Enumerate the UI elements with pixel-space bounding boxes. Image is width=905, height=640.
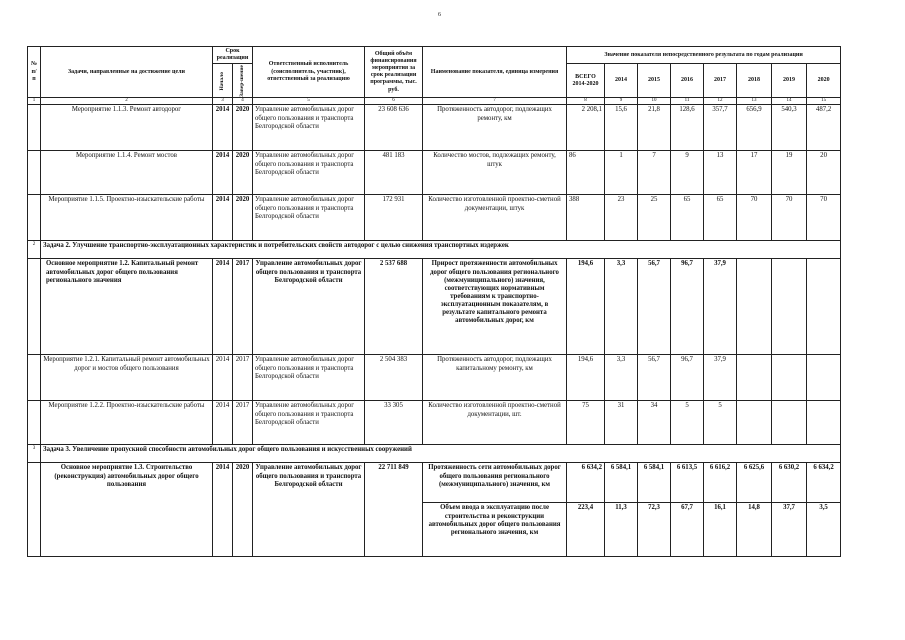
- value-year: 25: [638, 195, 671, 241]
- value-year: 6 613,5: [671, 463, 704, 503]
- header-responsible: Ответственный исполнитель (соисполнитель, участник), ответственный за реализацию: [253, 47, 365, 98]
- value-year: 21,8: [638, 105, 671, 151]
- value-year: 67,7: [671, 503, 704, 557]
- value-year: 70: [737, 195, 772, 241]
- value-total: 388: [567, 195, 605, 241]
- end-year: 2017: [233, 401, 253, 445]
- value-year: 5: [704, 401, 737, 445]
- value-year: 487,2: [807, 105, 841, 151]
- section-title: Задача 3. Увеличение пропускной способности автомобильных дорог общего пользования и искусственных сооружений: [41, 445, 841, 463]
- table-row: [28, 105, 841, 151]
- value-year: 13: [704, 151, 737, 195]
- header-year: 2018: [737, 64, 772, 98]
- indicator: Протяженность автодорог, подлежащих ремонту, км: [423, 105, 567, 151]
- header-row-1: [28, 47, 841, 64]
- value-year: 65: [704, 195, 737, 241]
- value-year: 70: [772, 195, 807, 241]
- value-year: 70: [807, 195, 841, 241]
- value-total: 223,4: [567, 503, 605, 557]
- value-total: 6 634,2: [567, 463, 605, 503]
- column-index: 2: [41, 98, 213, 105]
- column-index: 11: [671, 98, 704, 105]
- start-year: 2014: [213, 355, 233, 401]
- end-year: 2020: [233, 463, 253, 557]
- value-year: [807, 259, 841, 355]
- value-year: 540,3: [772, 105, 807, 151]
- value-year: 65: [671, 195, 704, 241]
- start-year: 2014: [213, 401, 233, 445]
- column-index: 5: [253, 98, 365, 105]
- column-index: 12: [704, 98, 737, 105]
- value-year: 3,3: [605, 355, 638, 401]
- value-year: 14,8: [737, 503, 772, 557]
- value-year: 6 630,2: [772, 463, 807, 503]
- indicator: Протяженность сети автомобильных дорог общего пользования регионального (межмуниципального) значения, км: [423, 463, 567, 503]
- column-index: 1: [28, 98, 41, 105]
- start-year: 2014: [213, 195, 233, 241]
- responsible: Управление автомобильных дорог общего пользования и транспорта Белгородской области: [253, 355, 365, 401]
- value-year: 37,7: [772, 503, 807, 557]
- table-row: [28, 151, 841, 195]
- value-year: 128,6: [671, 105, 704, 151]
- column-index: 15: [807, 98, 841, 105]
- indicator: Количество изготовленной проектно-сметной документации, шт.: [423, 401, 567, 445]
- value-total: 75: [567, 401, 605, 445]
- table-row: [28, 401, 841, 445]
- section-number: 3: [28, 445, 41, 463]
- financing: 2 504 383: [365, 355, 423, 401]
- value-year: 656,9: [737, 105, 772, 151]
- header-year: 2019: [772, 64, 807, 98]
- value-year: 37,9: [704, 355, 737, 401]
- header-financing: Общий объём финансирования мероприятия за срок реализации программы, тыс. руб.: [365, 47, 423, 98]
- value-total: 194,6: [567, 355, 605, 401]
- header-number: № п/п: [28, 47, 41, 98]
- value-year: 34: [638, 401, 671, 445]
- value-year: [737, 401, 772, 445]
- column-index: 13: [737, 98, 772, 105]
- value-year: 31: [605, 401, 638, 445]
- header-total: ВСЕГО 2014-2020: [567, 64, 605, 98]
- start-year: 2014: [213, 259, 233, 355]
- column-index: 4: [233, 98, 253, 105]
- header-term: Срок реализации: [213, 47, 253, 64]
- indicator: Количество изготовленной проектно-сметной документации, штук: [423, 195, 567, 241]
- header-values: Значение показателя непосредственного результата по годам реализации: [567, 47, 841, 64]
- section-title: Задача 2. Улучшение транспортно-эксплуатационных характеристик и потребительских свойств автодорог с целью снижения транспортных издержек: [41, 241, 841, 259]
- column-index: 3: [213, 98, 233, 105]
- value-year: 1: [605, 151, 638, 195]
- value-year: [737, 259, 772, 355]
- responsible: Управление автомобильных дорог общего пользования и транспорта Белгородской области: [253, 151, 365, 195]
- value-year: [772, 401, 807, 445]
- financing: 481 183: [365, 151, 423, 195]
- value-year: 6 616,2: [704, 463, 737, 503]
- value-year: 19: [772, 151, 807, 195]
- activity-name: Мероприятие 1.2.1. Капитальный ремонт автомобильных дорог и мостов общего пользования: [41, 355, 213, 401]
- indicator: Объем ввода в эксплуатацию после строительства и реконструкции автомобильных дорог общего пользования регионального значения, км: [423, 503, 567, 557]
- column-index: 6: [365, 98, 423, 105]
- responsible: Управление автомобильных дорог общего пользования и транспорта Белгородской области: [253, 463, 365, 557]
- section-row: [28, 445, 841, 463]
- value-year: 3,5: [807, 503, 841, 557]
- header-end: Завер-шение: [239, 64, 246, 97]
- value-year: 7: [638, 151, 671, 195]
- value-year: 6 584,1: [605, 463, 638, 503]
- section-row: [28, 241, 841, 259]
- section-number: 2: [28, 241, 41, 259]
- header-year: 2017: [704, 64, 737, 98]
- value-year: [772, 259, 807, 355]
- activity-name: Основное мероприятие 1.3. Строительство (реконструкция) автомобильных дорог общего пользования: [41, 463, 213, 557]
- value-year: 56,7: [638, 355, 671, 401]
- value-total: 2 208,1: [567, 105, 605, 151]
- header-year: 2016: [671, 64, 704, 98]
- column-index: 8: [567, 98, 605, 105]
- start-year: 2014: [213, 463, 233, 557]
- responsible: Управление автомобильных дорог общего пользования и транспорта Белгородской области: [253, 105, 365, 151]
- value-year: 17: [737, 151, 772, 195]
- value-year: [807, 401, 841, 445]
- value-year: 96,7: [671, 259, 704, 355]
- financing: 22 711 849: [365, 463, 423, 557]
- value-year: 23: [605, 195, 638, 241]
- responsible: Управление автомобильных дорог общего пользования и транспорта Белгородской области: [253, 401, 365, 445]
- end-year: 2020: [233, 105, 253, 151]
- responsible: Управление автомобильных дорог общего пользования и транспорта Белгородской области: [253, 195, 365, 241]
- activity-name: Основное мероприятие 1.2. Капитальный ремонт автомобильных дорог общего пользования регионального значения: [41, 259, 213, 355]
- value-year: 37,9: [704, 259, 737, 355]
- responsible: Управление автомобильных дорог общего пользования и транспорта Белгородской области: [253, 259, 365, 355]
- table-row: [28, 355, 841, 401]
- start-year: 2014: [213, 105, 233, 151]
- indicator: Протяженность автодорог, подлежащих капитальному ремонту, км: [423, 355, 567, 401]
- financing: 23 608 636: [365, 105, 423, 151]
- value-year: 56,7: [638, 259, 671, 355]
- value-year: 357,7: [704, 105, 737, 151]
- header-start: Начало: [219, 71, 226, 91]
- value-total: 86: [567, 151, 605, 195]
- header-year: 2015: [638, 64, 671, 98]
- column-index: 7: [423, 98, 567, 105]
- financing: 33 305: [365, 401, 423, 445]
- header-indicator: Наименование показателя, единица измерения: [423, 47, 567, 98]
- end-year: 2017: [233, 355, 253, 401]
- column-index: 9: [605, 98, 638, 105]
- header-tasks: Задачи, направленные на достижение цели: [41, 47, 213, 98]
- table-row: [28, 259, 841, 355]
- value-year: 6 625,6: [737, 463, 772, 503]
- value-year: 20: [807, 151, 841, 195]
- value-total: 194,6: [567, 259, 605, 355]
- header-year: 2014: [605, 64, 638, 98]
- column-index-row: [28, 98, 841, 105]
- end-year: 2020: [233, 195, 253, 241]
- activity-name: Мероприятие 1.2.2. Проектно-изыскательские работы: [41, 401, 213, 445]
- activity-name: Мероприятие 1.1.5. Проектно-изыскательские работы: [41, 195, 213, 241]
- activity-name: Мероприятие 1.1.4. Ремонт мостов: [41, 151, 213, 195]
- value-year: 9: [671, 151, 704, 195]
- indicator: Прирост протяженности автомобильных дорог общего пользования регионального (межмуниципального) значения, соответствующих нормативным требованиям к транспортно-эксплуатационным показателям, в результате капитального ремонта автомобильных дорог, км: [423, 259, 567, 355]
- end-year: 2020: [233, 151, 253, 195]
- end-year: 2017: [233, 259, 253, 355]
- indicator: Количество мостов, подлежащих ремонту, штук: [423, 151, 567, 195]
- header-year: 2020: [807, 64, 841, 98]
- value-year: 16,1: [704, 503, 737, 557]
- financing: 2 537 688: [365, 259, 423, 355]
- activity-name: Мероприятие 1.1.3. Ремонт автодорог: [41, 105, 213, 151]
- value-year: 11,3: [605, 503, 638, 557]
- column-index: 10: [638, 98, 671, 105]
- value-year: 72,3: [638, 503, 671, 557]
- value-year: 96,7: [671, 355, 704, 401]
- table-row: [28, 195, 841, 241]
- value-year: 15,6: [605, 105, 638, 151]
- value-year: 6 634,2: [807, 463, 841, 503]
- value-year: [737, 355, 772, 401]
- value-year: 5: [671, 401, 704, 445]
- value-year: [772, 355, 807, 401]
- column-index: 14: [772, 98, 807, 105]
- value-year: [807, 355, 841, 401]
- value-year: 6 584,1: [638, 463, 671, 503]
- page-number: 6: [438, 12, 441, 18]
- value-year: 3,3: [605, 259, 638, 355]
- start-year: 2014: [213, 151, 233, 195]
- financing: 172 931: [365, 195, 423, 241]
- table-row: [28, 463, 841, 503]
- program-table: [27, 46, 841, 557]
